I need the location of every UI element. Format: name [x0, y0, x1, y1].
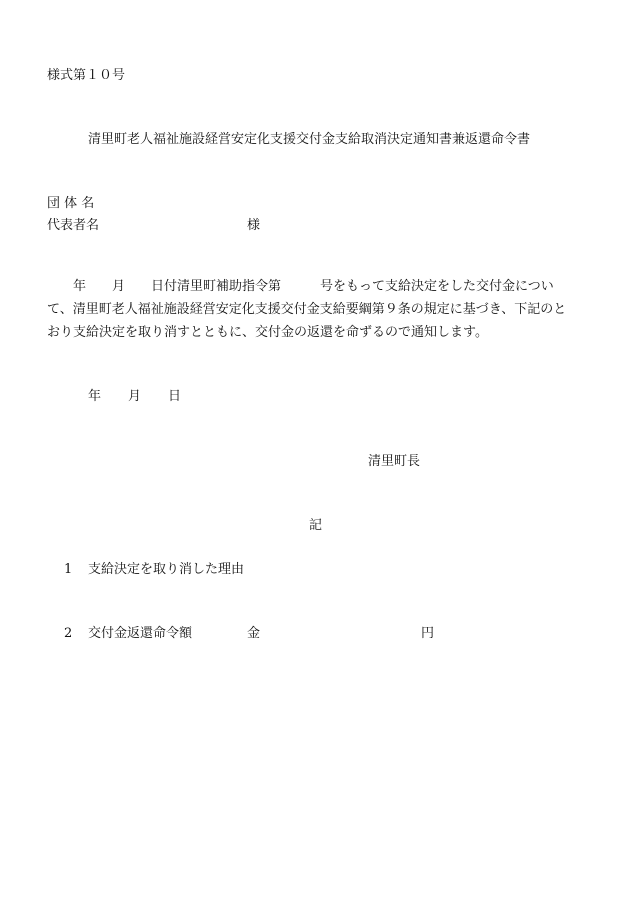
item-label: 支給決定を取り消した理由 [88, 562, 245, 577]
body-line-1: 年 月 日付清里町補助指令第 号をもって支給決定をした交付金につい [47, 279, 554, 294]
document-title: 清里町老人福祉施設経営安定化支援交付金支給取消決定通知書兼返還命令書 [88, 132, 531, 147]
date-month: 月 [128, 389, 142, 404]
item-number: 2 [64, 626, 73, 641]
issuer-mayor: 清里町長 [368, 454, 421, 469]
item-number: 1 [64, 562, 73, 577]
amount-kin: 金 [247, 626, 261, 641]
ki-heading: 記 [309, 518, 323, 533]
amount-yen: 円 [421, 626, 435, 641]
item-label: 交付金返還命令額 [88, 626, 193, 641]
honorific-sama: 様 [247, 218, 261, 233]
date-day: 日 [168, 389, 182, 404]
org-name-label: 団 体 名 [47, 196, 95, 211]
form-number: 様式第１０号 [47, 68, 126, 83]
representative-label: 代表者名 [47, 218, 100, 233]
body-line-3: おり支給決定を取り消すとともに、交付金の返還を命ずるので通知します。 [47, 325, 488, 340]
date-year: 年 [88, 389, 102, 404]
body-line-2: て、清里町老人福祉施設経営安定化支援交付金支給要綱第９条の規定に基づき、下記のと [47, 302, 567, 317]
